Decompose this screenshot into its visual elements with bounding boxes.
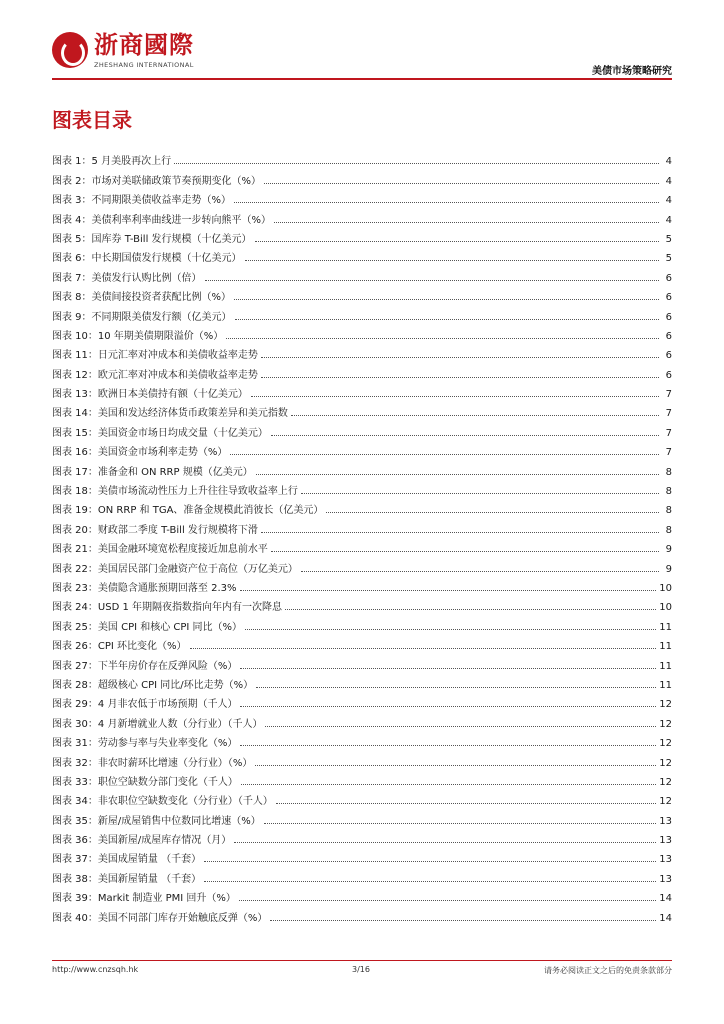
toc-entry-label: 图表 29：4 月非农低于市场预期（千人） bbox=[52, 699, 238, 711]
toc-entry-label: 图表 32：非农时薪环比增速（分行业）（%） bbox=[52, 757, 253, 769]
toc-entry-page: 10 bbox=[659, 602, 672, 614]
toc-entry-page: 12 bbox=[659, 757, 672, 769]
toc-entry-label: 图表 15：美国资金市场日均成交量（十亿美元） bbox=[52, 427, 268, 439]
toc-entry-page: 9 bbox=[665, 563, 672, 575]
toc-entry-page: 14 bbox=[659, 912, 672, 924]
toc-entry-label: 图表 16：美国资金市场利率走势（%） bbox=[52, 447, 228, 459]
toc-entry-label: 图表 3：不同期限美债收益率走势（%） bbox=[52, 195, 232, 207]
toc-entry-page: 8 bbox=[665, 466, 672, 478]
toc-entry-label: 图表 20：财政部二季度 T-Bill 发行规模将下滑 bbox=[52, 524, 258, 536]
toc-entry[interactable] bbox=[52, 807, 672, 826]
toc-entry-page: 6 bbox=[665, 272, 672, 284]
toc-dot-leader bbox=[271, 435, 659, 436]
toc-entry[interactable] bbox=[52, 303, 672, 322]
toc-dot-leader bbox=[261, 357, 659, 358]
toc-entry-page: 6 bbox=[665, 311, 672, 323]
footer-url[interactable]: http://www.cnzsqh.hk bbox=[52, 965, 139, 974]
report-type: 美债市场策略研究 bbox=[592, 66, 672, 77]
toc-entry[interactable] bbox=[52, 245, 672, 264]
logo-english-name: ZHESHANG INTERNATIONAL bbox=[94, 61, 194, 69]
toc-entry-label: 图表 26：CPI 环比变化（%） bbox=[52, 641, 187, 653]
toc-dot-leader bbox=[235, 319, 659, 320]
toc-dot-leader bbox=[255, 765, 656, 766]
toc-entry-page: 12 bbox=[659, 738, 672, 750]
toc-entry-label: 图表 17：准备金和 ON RRP 规模（亿美元） bbox=[52, 466, 253, 478]
toc-entry[interactable] bbox=[52, 516, 672, 535]
toc-dot-leader bbox=[240, 745, 656, 746]
toc-entry[interactable] bbox=[52, 226, 672, 245]
footer-page-number: 3/16 bbox=[352, 965, 370, 974]
toc-entry-label: 图表 34：非农职位空缺数变化（分行业）（千人） bbox=[52, 796, 273, 808]
toc-entry[interactable] bbox=[52, 827, 672, 846]
header-divider bbox=[52, 78, 672, 80]
toc-dot-leader bbox=[261, 532, 659, 533]
toc-entry-page: 13 bbox=[659, 854, 672, 866]
footer-divider bbox=[52, 960, 672, 961]
toc-entry-page: 12 bbox=[659, 796, 672, 808]
toc-entry-label: 图表 22：美国居民部门金融资产位于高位（万亿美元） bbox=[52, 563, 298, 575]
toc-entry[interactable] bbox=[52, 400, 672, 419]
toc-dot-leader bbox=[230, 454, 659, 455]
toc-dot-leader bbox=[301, 571, 659, 572]
toc-entry-label: 图表 23：美债隐含通胀预期回落至 2.3% bbox=[52, 582, 237, 594]
toc-entry[interactable] bbox=[52, 342, 672, 361]
toc-entry[interactable] bbox=[52, 730, 672, 749]
toc-dot-leader bbox=[240, 590, 657, 591]
toc-entry-label: 图表 28：超级核心 CPI 同比/环比走势（%） bbox=[52, 679, 254, 691]
toc-entry-label: 图表 1：5 月美股再次上行 bbox=[52, 156, 172, 168]
toc-entry[interactable] bbox=[52, 361, 672, 380]
toc-dot-leader bbox=[265, 726, 656, 727]
toc-dot-leader bbox=[234, 842, 656, 843]
toc-dot-leader bbox=[274, 222, 659, 223]
toc-entry-page: 11 bbox=[659, 621, 672, 633]
toc-dot-leader bbox=[204, 881, 656, 882]
toc-entry-label: 图表 6：中长期国债发行规模（十亿美元） bbox=[52, 253, 242, 265]
toc-entry-label: 图表 14：美国和发达经济体货币政策差异和美元指数 bbox=[52, 408, 288, 420]
toc-entry-page: 6 bbox=[665, 330, 672, 342]
toc-entry-label: 图表 5：国库券 T-Bill 发行规模（十亿美元） bbox=[52, 233, 252, 245]
toc-entry-label: 图表 36：美国新屋/成屋库存情况（月） bbox=[52, 835, 232, 847]
toc-dot-leader bbox=[234, 299, 659, 300]
toc-entry-label: 图表 7：美债发行认购比例（倍） bbox=[52, 272, 202, 284]
toc-entry-page: 8 bbox=[665, 505, 672, 517]
toc-dot-leader bbox=[301, 493, 659, 494]
toc-entry[interactable] bbox=[52, 187, 672, 206]
toc-entry-page: 7 bbox=[665, 427, 672, 439]
toc-entry-label: 图表 38：美国新屋销量 （千套） bbox=[52, 873, 202, 885]
toc-entry[interactable] bbox=[52, 846, 672, 865]
toc-entry-page: 6 bbox=[665, 292, 672, 304]
toc-entry-page: 6 bbox=[665, 350, 672, 362]
toc-entry[interactable] bbox=[52, 458, 672, 477]
toc-entry-page: 10 bbox=[659, 582, 672, 594]
toc-dot-leader bbox=[240, 668, 656, 669]
toc-entry-page: 4 bbox=[665, 156, 672, 168]
toc-dot-leader bbox=[256, 687, 656, 688]
toc-entry-page: 8 bbox=[665, 486, 672, 498]
toc-entry-page: 13 bbox=[659, 815, 672, 827]
toc-entry-label: 图表 9：不同期限美债发行额（亿美元） bbox=[52, 311, 232, 323]
toc-entry-label: 图表 35：新屋/成屋销售中位数同比增速（%） bbox=[52, 815, 261, 827]
toc-entry-label: 图表 27：下半年房价存在反弹风险（%） bbox=[52, 660, 238, 672]
toc-dot-leader bbox=[264, 823, 656, 824]
toc-entry-page: 7 bbox=[665, 447, 672, 459]
toc-entry-page: 12 bbox=[659, 718, 672, 730]
toc-entry[interactable] bbox=[52, 284, 672, 303]
toc-dot-leader bbox=[245, 629, 656, 630]
toc-dot-leader bbox=[239, 900, 656, 901]
toc-entry[interactable] bbox=[52, 555, 672, 574]
toc-entry-page: 5 bbox=[665, 253, 672, 265]
toc-entry[interactable] bbox=[52, 769, 672, 788]
toc-dot-leader bbox=[226, 338, 659, 339]
toc-entry-label: 图表 19：ON RRP 和 TGA、准备金规模此消彼长（亿美元） bbox=[52, 505, 324, 517]
toc-dot-leader bbox=[245, 260, 659, 261]
toc-entry[interactable] bbox=[52, 575, 672, 594]
toc-entry[interactable] bbox=[52, 633, 672, 652]
toc-entry[interactable] bbox=[52, 167, 672, 186]
toc-entry-page: 14 bbox=[659, 893, 672, 905]
toc-dot-leader bbox=[234, 202, 659, 203]
toc-entry[interactable] bbox=[52, 381, 672, 400]
toc-entry-page: 4 bbox=[665, 175, 672, 187]
toc-entry[interactable] bbox=[52, 323, 672, 342]
toc-entry[interactable] bbox=[52, 710, 672, 729]
toc-dot-leader bbox=[241, 784, 656, 785]
toc-entry-page: 7 bbox=[665, 408, 672, 420]
toc-entry[interactable] bbox=[52, 419, 672, 438]
toc-entry-label: 图表 33：职位空缺数分部门变化（千人） bbox=[52, 776, 238, 788]
toc-entry-label: 图表 40：美国不同部门库存开始触底反弹（%） bbox=[52, 912, 268, 924]
toc-dot-leader bbox=[271, 551, 659, 552]
toc-entry[interactable] bbox=[52, 672, 672, 691]
toc-entry-page: 13 bbox=[659, 873, 672, 885]
toc-entry[interactable] bbox=[52, 749, 672, 768]
toc-entry-page: 11 bbox=[659, 660, 672, 672]
toc-entry-label: 图表 12：欧元汇率对冲成本和美债收益率走势 bbox=[52, 369, 258, 381]
toc-entry-label: 图表 30：4 月新增就业人数（分行业）（千人） bbox=[52, 718, 263, 730]
toc-dot-leader bbox=[251, 396, 659, 397]
toc-entry-page: 11 bbox=[659, 641, 672, 653]
toc-dot-leader bbox=[326, 512, 659, 513]
toc-dot-leader bbox=[276, 803, 656, 804]
toc-entry[interactable] bbox=[52, 497, 672, 516]
toc-entry[interactable] bbox=[52, 788, 672, 807]
toc-entry-page: 6 bbox=[665, 369, 672, 381]
toc-entry-page: 12 bbox=[659, 699, 672, 711]
toc-entry-label: 图表 37：美国成屋销量 （千套） bbox=[52, 854, 202, 866]
toc-entry-page: 9 bbox=[665, 544, 672, 556]
toc-dot-leader bbox=[285, 609, 656, 610]
toc-dot-leader bbox=[190, 648, 657, 649]
toc-entry-label: 图表 2：市场对美联储政策节奏预期变化（%） bbox=[52, 175, 262, 187]
toc-entry[interactable] bbox=[52, 865, 672, 884]
toc-entry-page: 7 bbox=[665, 389, 672, 401]
toc-entry[interactable] bbox=[52, 691, 672, 710]
toc-dot-leader bbox=[240, 706, 656, 707]
toc-entry-label: 图表 31：劳动参与率与失业率变化（%） bbox=[52, 738, 238, 750]
toc-entry[interactable] bbox=[52, 206, 672, 225]
logo-chinese-name: 浙商國際 bbox=[94, 31, 194, 59]
footer-disclaimer: 请务必阅读正文之后的免责条款部分 bbox=[544, 966, 672, 975]
toc-entry[interactable] bbox=[52, 264, 672, 283]
toc-entry-label: 图表 4：美债利率利率曲线进一步转向熊平（%） bbox=[52, 214, 272, 226]
toc-dot-leader bbox=[174, 163, 659, 164]
toc-entry-page: 5 bbox=[665, 233, 672, 245]
toc-entry-page: 8 bbox=[665, 524, 672, 536]
toc-entry-label: 图表 11：日元汇率对冲成本和美债收益率走势 bbox=[52, 350, 258, 362]
toc-entry[interactable] bbox=[52, 478, 672, 497]
toc-dot-leader bbox=[204, 861, 656, 862]
toc-dot-leader bbox=[256, 474, 659, 475]
toc-dot-leader bbox=[261, 377, 659, 378]
toc-entry-label: 图表 24：USD 1 年期隔夜指数指向年内有一次降息 bbox=[52, 602, 282, 614]
toc-entry[interactable] bbox=[52, 652, 672, 671]
toc-entry[interactable] bbox=[52, 613, 672, 632]
toc-entry-label: 图表 10：10 年期美债期限溢价（%） bbox=[52, 330, 224, 342]
toc-entry-label: 图表 21：美国金融环境宽松程度接近加息前水平 bbox=[52, 544, 268, 556]
toc-entry[interactable] bbox=[52, 536, 672, 555]
toc-dot-leader bbox=[264, 183, 659, 184]
toc-entry-label: 图表 8：美债间接投资者获配比例（%） bbox=[52, 292, 232, 304]
toc-entry-label: 图表 13：欧洲日本美债持有额（十亿美元） bbox=[52, 389, 248, 401]
toc-entry-label: 图表 18：美债市场流动性压力上升往往导致收益率上行 bbox=[52, 486, 298, 498]
toc-entry-page: 12 bbox=[659, 776, 672, 788]
toc-dot-leader bbox=[270, 920, 656, 921]
toc-dot-leader bbox=[291, 415, 659, 416]
toc-title: 图表目录 bbox=[52, 108, 132, 132]
toc-entry-page: 13 bbox=[659, 835, 672, 847]
toc-entry-page: 4 bbox=[665, 214, 672, 226]
toc-dot-leader bbox=[205, 280, 659, 281]
toc-entry[interactable] bbox=[52, 885, 672, 904]
toc-dot-leader bbox=[255, 241, 659, 242]
company-logo bbox=[52, 30, 202, 74]
toc-entry-page: 4 bbox=[665, 195, 672, 207]
toc-entry-label: 图表 39：Markit 制造业 PMI 回升（%） bbox=[52, 893, 236, 905]
table-of-figures bbox=[52, 148, 672, 924]
toc-entry-label: 图表 25：美国 CPI 和核心 CPI 同比（%） bbox=[52, 621, 243, 633]
toc-entry[interactable] bbox=[52, 439, 672, 458]
toc-entry[interactable] bbox=[52, 594, 672, 613]
toc-entry-page: 11 bbox=[659, 679, 672, 691]
logo-emblem-icon bbox=[52, 32, 88, 68]
toc-entry[interactable] bbox=[52, 148, 672, 167]
toc-entry[interactable] bbox=[52, 904, 672, 923]
